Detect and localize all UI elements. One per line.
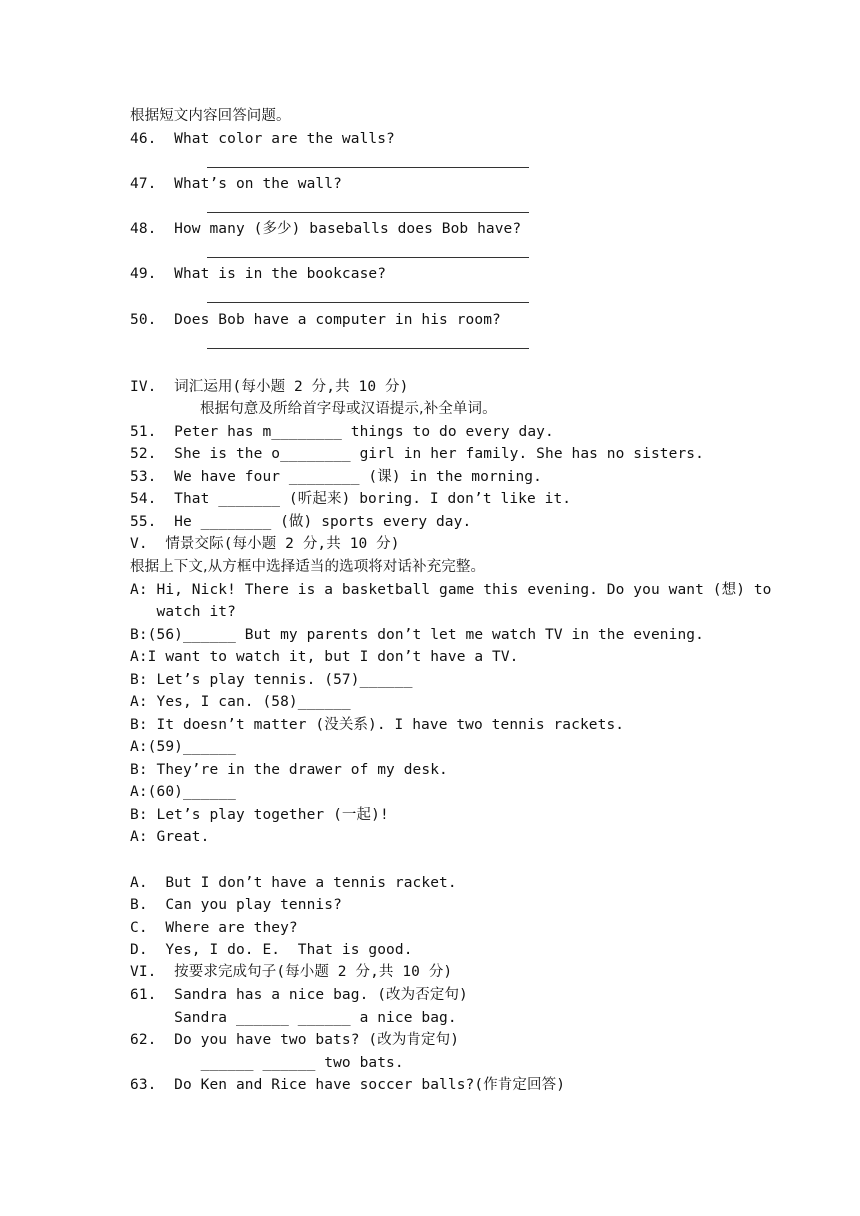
question-48: 48. How many (多少) baseballs does Bob have? bbox=[130, 221, 522, 237]
dialogue-line: A:(59)______ bbox=[130, 739, 236, 755]
dialogue-line: A:I want to watch it, but I don’t have a TV. bbox=[130, 649, 519, 665]
sentence-answer-62: ______ ______ two bats. bbox=[130, 1055, 404, 1071]
sentence-item-61: 61. Sandra has a nice bag. (改为否定句) bbox=[130, 987, 468, 1003]
option-a: A. But I don’t have a tennis racket. bbox=[130, 875, 457, 891]
question-46: 46. What color are the walls? bbox=[130, 131, 395, 147]
dialogue-line: B: Let’s play together (一起)! bbox=[130, 807, 389, 823]
answer-line-48 bbox=[207, 257, 529, 258]
question-50: 50. Does Bob have a computer in his room? bbox=[130, 312, 501, 328]
dialogue-instruction: 根据上下文,从方框中选择适当的选项将对话补充完整。 bbox=[130, 559, 486, 575]
option-b: B. Can you play tennis? bbox=[130, 897, 342, 913]
reading-instruction: 根据短文内容回答问题。 bbox=[130, 108, 291, 124]
dialogue-line: watch it? bbox=[130, 604, 236, 620]
question-49: 49. What is in the bookcase? bbox=[130, 266, 387, 282]
vocab-item-54: 54. That _______ (听起来) boring. I don’t like it. bbox=[130, 491, 572, 507]
dialogue-line: B: They’re in the drawer of my desk. bbox=[130, 762, 448, 778]
sentence-item-63: 63. Do Ken and Rice have soccer balls?(作肯定回答) bbox=[130, 1077, 566, 1093]
sentence-item-62: 62. Do you have two bats? (改为肯定句) bbox=[130, 1032, 460, 1048]
section-heading-sentences: VI. 按要求完成句子(每小题 2 分,共 10 分) bbox=[130, 964, 453, 980]
vocab-item-51: 51. Peter has m________ things to do every day. bbox=[130, 424, 554, 440]
section-heading-dialogue: V. 情景交际(每小题 2 分,共 10 分) bbox=[130, 536, 400, 552]
vocab-item-52: 52. She is the o________ girl in her family. She has no sisters. bbox=[130, 446, 704, 462]
option-c: C. Where are they? bbox=[130, 920, 298, 936]
dialogue-line: A: Yes, I can. (58)______ bbox=[130, 694, 351, 710]
answer-line-50 bbox=[207, 348, 529, 349]
answer-line-47 bbox=[207, 212, 529, 213]
vocab-item-53: 53. We have four ________ (课) in the morning. bbox=[130, 469, 542, 485]
dialogue-line: A: Hi, Nick! There is a basketball game this evening. Do you want (想) to bbox=[130, 582, 772, 598]
option-d-e: D. Yes, I do. E. That is good. bbox=[130, 942, 413, 958]
dialogue-line: A:(60)______ bbox=[130, 784, 236, 800]
dialogue-line: B:(56)______ But my parents don’t let me watch TV in the evening. bbox=[130, 627, 704, 643]
question-47: 47. What’s on the wall? bbox=[130, 176, 342, 192]
answer-line-49 bbox=[207, 302, 529, 303]
answer-line-46 bbox=[207, 167, 529, 168]
vocab-instruction: 根据句意及所给首字母或汉语提示,补全单词。 bbox=[200, 401, 497, 417]
section-heading-vocab: IV. 词汇运用(每小题 2 分,共 10 分) bbox=[130, 379, 409, 395]
sentence-answer-61: Sandra ______ ______ a nice bag. bbox=[130, 1010, 457, 1026]
dialogue-line: B: Let’s play tennis. (57)______ bbox=[130, 672, 413, 688]
dialogue-line: A: Great. bbox=[130, 829, 210, 845]
dialogue-line: B: It doesn’t matter (没关系). I have two tennis rackets. bbox=[130, 717, 625, 733]
vocab-item-55: 55. He ________ (做) sports every day. bbox=[130, 514, 472, 530]
